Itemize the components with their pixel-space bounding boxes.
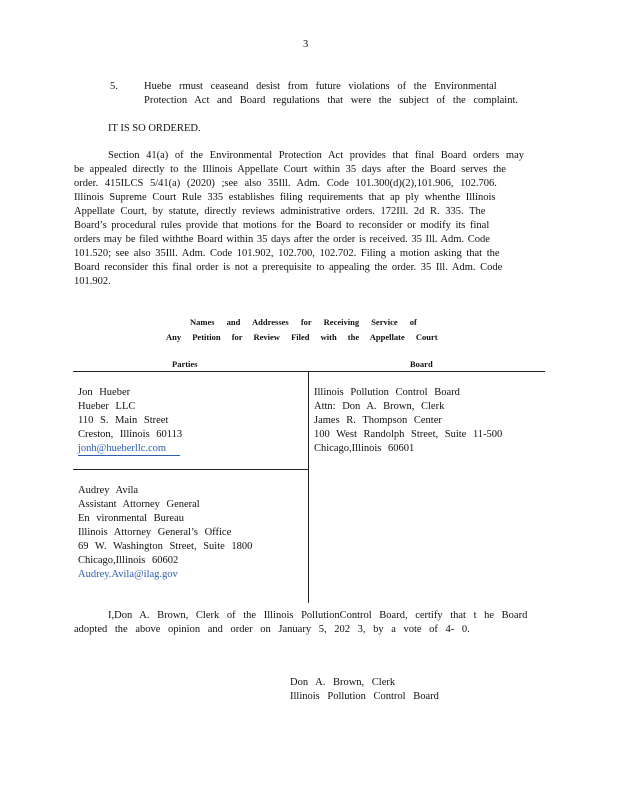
- appeal-line: orders may be filed withthe Board within 35 days after the order is received. 35 Ill. Adm. Code: [74, 234, 490, 245]
- table-caption-line-2: Any Petition for Review Filed with the Appellate Court: [166, 332, 438, 342]
- board-address: [314, 386, 502, 456]
- address-line: James R. Thompson Center: [314, 415, 442, 426]
- table-column-divider: [308, 371, 309, 603]
- address-line: Jon Hueber: [78, 387, 131, 398]
- party-1-address: [78, 386, 182, 456]
- address-line: 100 West Randolph Street, Suite 11-500: [314, 429, 503, 440]
- table-caption-line-1: Names and Addresses for Receiving Service of: [190, 317, 417, 327]
- appeal-line: Appellate Court, by statute, directly reviews administrative orders. 172Ill. 2d R. 335. The: [74, 206, 486, 217]
- appeal-line: Section 41(a) of the Environmental Protection Act provides that final Board orders may: [108, 150, 524, 161]
- party-2-email-link[interactable]: Audrey.Avila@ilag.gov: [78, 569, 178, 580]
- table-header-rule: [73, 371, 545, 372]
- signature-name: Don A. Brown, Clerk: [290, 677, 396, 688]
- address-line: 69 W. Washington Street, Suite 1800: [78, 541, 253, 552]
- address-line: Illinois Pollution Control Board: [314, 387, 460, 398]
- appeal-line: order. 415ILCS 5/41(a) (2020) ;see also 35Ill. Adm. Code 101.300(d)(2),101.906, 102.706.: [74, 178, 497, 189]
- party-2-address: [78, 484, 252, 582]
- appeal-line: Illinois Supreme Court Rule 335 establishes filing requirements that ap ply whenthe Illinois: [74, 192, 496, 203]
- address-line: Attn: Don A. Brown, Clerk: [314, 401, 445, 412]
- appeal-line: Board reconsider this final order is not a prerequisite to appealing the order. 35 Ill. Adm. Code: [74, 262, 503, 273]
- table-party-divider: [73, 469, 309, 470]
- appeal-paragraph: [74, 149, 530, 289]
- party-1-email-link[interactable]: jonh@hueberllc.com: [78, 443, 167, 454]
- order-item-line-1: Huebe rmust ceaseand desist from future violations of the Environmental: [144, 81, 497, 92]
- address-line: Illinois Attorney General’s Office: [78, 527, 232, 538]
- column-header-board: Board: [410, 359, 433, 369]
- certification-line-1: I,Don A. Brown, Clerk of the Illinois PollutionControl Board, certify that t he Board: [108, 610, 528, 621]
- email-underline: [78, 455, 180, 456]
- address-line: Chicago,Illinois 60602: [78, 555, 179, 566]
- address-line: Audrey Avila: [78, 485, 139, 496]
- address-line: Hueber LLC: [78, 401, 136, 412]
- column-header-parties: Parties: [172, 359, 198, 369]
- appeal-line: Board’s procedural rules provide that motions for the Board to reconsider or modify its final: [74, 220, 490, 231]
- order-item-line-2: Protection Act and Board regulations that were the subject of the complaint.: [144, 95, 518, 106]
- order-item-number: 5.: [110, 81, 118, 92]
- address-line: Creston, Illinois 60113: [78, 429, 183, 440]
- appeal-line: 101.520; see also 35Ill. Adm. Code 101.902, 102.700, 102.702. Filing a motion asking that the: [74, 248, 500, 259]
- address-line: En vironmental Bureau: [78, 513, 184, 524]
- page-number: 3: [303, 39, 309, 50]
- appeal-line: 101.902.: [74, 276, 111, 287]
- address-line: Chicago,Illinois 60601: [314, 443, 415, 454]
- signature-organization: Illinois Pollution Control Board: [290, 691, 439, 702]
- appeal-line: be appealed directly to the Illinois Appellate Court within 35 days after the Board serves the: [74, 164, 506, 175]
- so-ordered: IT IS SO ORDERED.: [108, 123, 201, 134]
- address-line: Assistant Attorney General: [78, 499, 200, 510]
- address-line: 110 S. Main Street: [78, 415, 169, 426]
- certification-line-2: adopted the above opinion and order on January 5, 202 3, by a vote of 4- 0.: [74, 624, 470, 635]
